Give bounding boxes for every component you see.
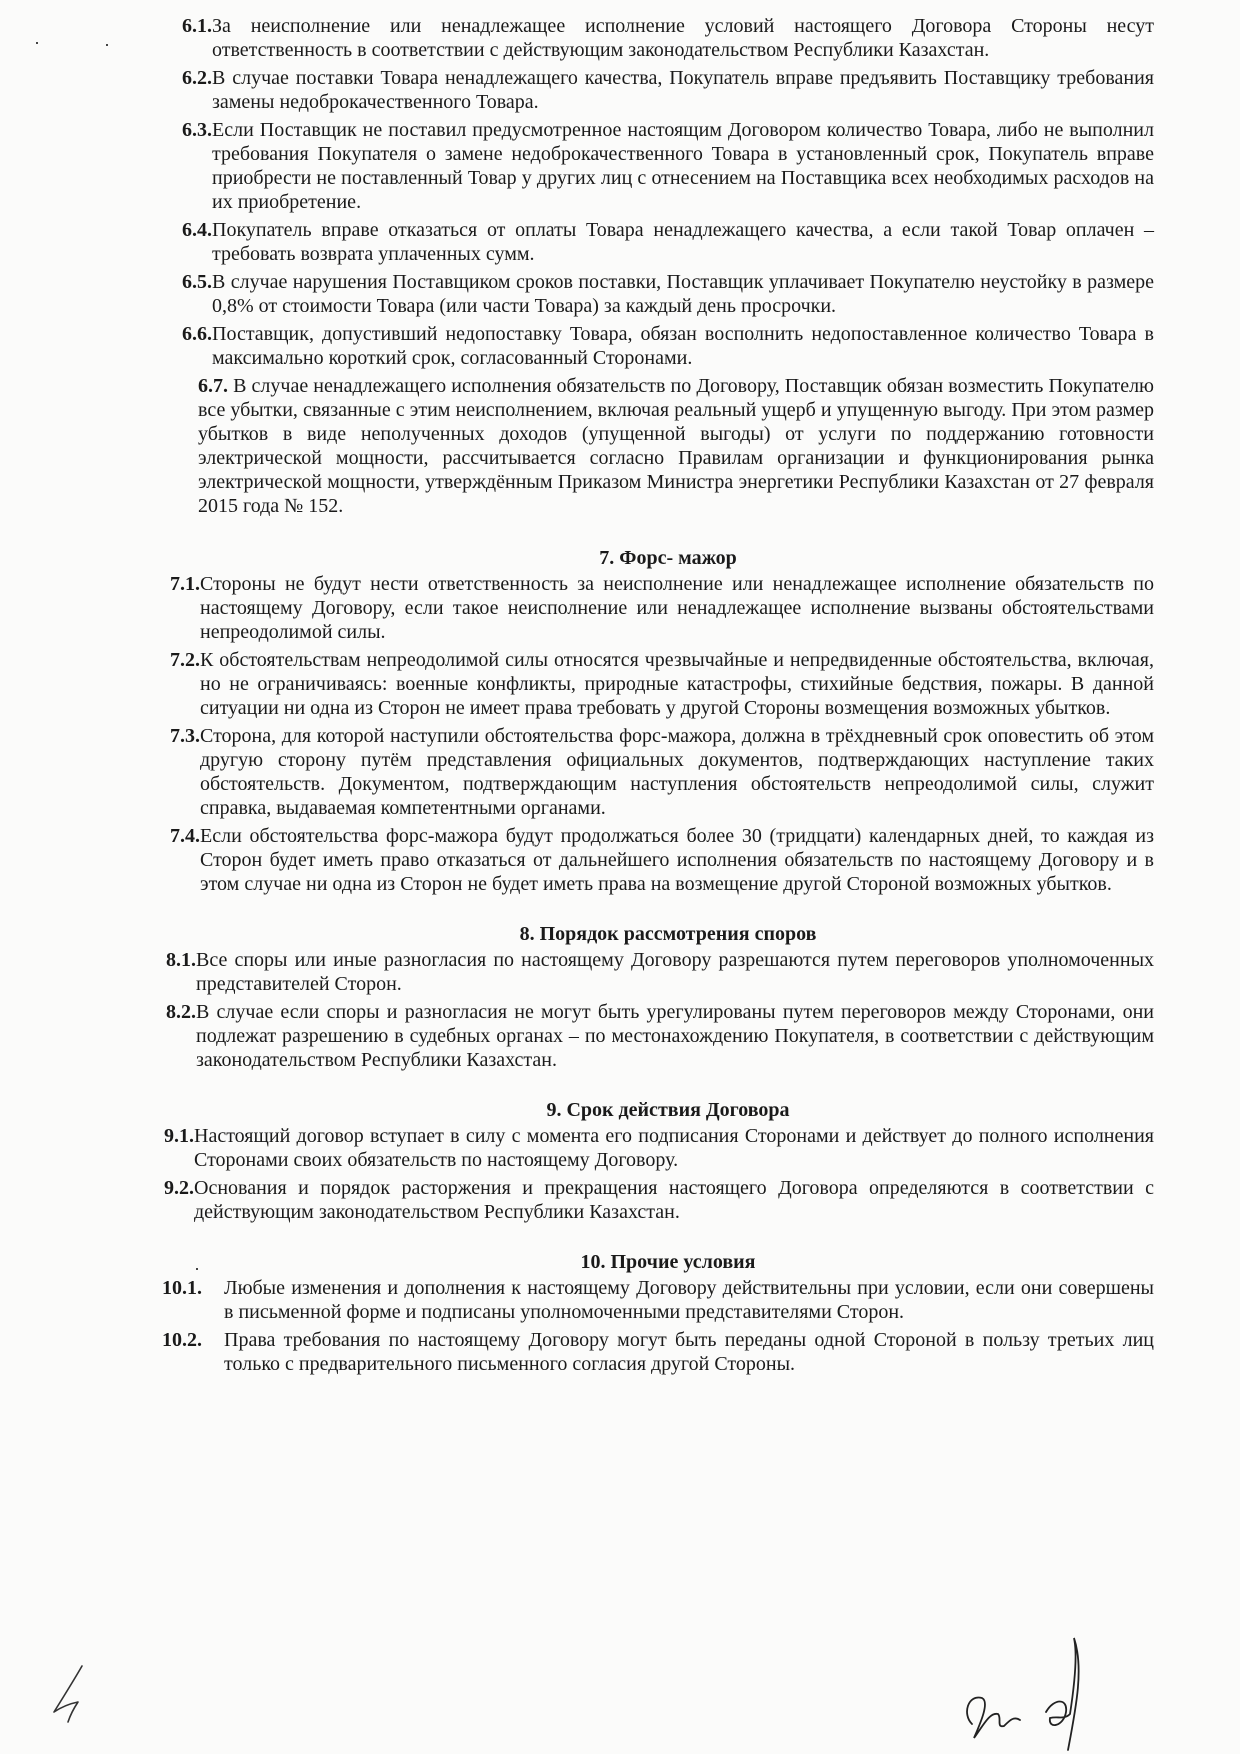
clause-number: 8.1. (166, 949, 196, 971)
clause-number: 9.2. (164, 1177, 194, 1199)
clause-number: 7.2. (170, 649, 200, 671)
scan-speck (106, 44, 108, 46)
clause-text: В случае если споры и разногласия не могут быть урегулированы путем переговоров между Сторонами, они подлежат разрешению в судебных органах – по местонахождению Покупателя, в соответствии с действующим законодательством Республики Казахстан. (196, 1001, 1154, 1071)
section-heading-10: 10. Прочие условия (580, 1251, 756, 1273)
clause-text: Сторона, для которой наступили обстоятельства форс-мажора, должна в трёхдневный срок оповестить об этом другую сторону путём представления официальных документов, подтверждающих наступление таких обстоятельств. Документом, подтверждающим наступления обстоятельств непреодолимой силы, служит справка, выдаваемая компетентными органами. (200, 725, 1154, 819)
clause-9-2 (164, 1176, 1154, 1224)
clause-number: 6.7. (198, 375, 228, 397)
clause-7-3 (170, 724, 1154, 820)
clause-number: 8.2. (166, 1001, 196, 1023)
clause-text: Настоящий договор вступает в силу с момента его подписания Сторонами и действует до полного исполнения Сторонами своих обязательств по настоящему Договору. (194, 1125, 1154, 1171)
clause-7-2 (170, 648, 1154, 720)
clause-6-4 (182, 218, 1154, 266)
clause-text: В случае поставки Товара ненадлежащего качества, Покупатель вправе предъявить Поставщику требования замены недоброкачественного Товара. (212, 67, 1154, 113)
handwritten-signature (950, 1628, 1150, 1754)
clause-6-1 (182, 14, 1154, 62)
clause-8-2 (166, 1000, 1154, 1072)
section-heading-7: 7. Форс- мажор (599, 547, 737, 569)
clause-number: 7.1. (170, 573, 200, 595)
clause-number: 6.6. (182, 323, 212, 345)
clause-number: 6.4. (182, 219, 212, 241)
section-9 (164, 1124, 1154, 1224)
clause-6-6 (182, 322, 1154, 370)
clause-text: Любые изменения и дополнения к настоящему Договору действительны при условии, если они совершены в письменной форме и подписаны уполномоченными представителями Сторон. (224, 1277, 1154, 1323)
clause-text: К обстоятельствам непреодолимой силы относятся чрезвычайные и непредвиденные обстоятельства, включая, но не ограничиваясь: военные конфликты, природные катастрофы, стихийные бедствия, пожары. В данной ситуации ни одна из Сторон не имеет права требовать у другой Стороны возмещения возможных убытков. (200, 649, 1154, 719)
clause-number: 6.2. (182, 67, 212, 89)
clause-text: Стороны не будут нести ответственность за неисполнение или ненадлежащее исполнение обязательств по настоящему Договору, если такое неисполнение или ненадлежащее исполнение вызваны обстоятельствами непреодолимой силы. (200, 573, 1154, 643)
clause-text: Поставщик, допустивший недопоставку Товара, обязан восполнить недопоставленное количество Товара в максимально короткий срок, согласованный Сторонами. (212, 323, 1154, 369)
clause-number: 7.3. (170, 725, 200, 747)
clause-text: Основания и порядок расторжения и прекращения настоящего Договора определяются в соответствии с действующим законодательством Республики Казахстан. (194, 1177, 1154, 1223)
clause-number: 6.1. (182, 15, 212, 37)
clause-number: 6.5. (182, 271, 212, 293)
section-10 (162, 1276, 1154, 1376)
clause-7-1 (170, 572, 1154, 644)
clause-text: Если обстоятельства форс-мажора будут продолжаться более 30 (тридцати) календарных дней, то каждая из Сторон будет иметь право отказаться от дальнейшего исполнения обязательств по настоящему Договору и в этом случае ни одна из Сторон не будет иметь права на возмещение другой Стороной возможных убытков. (200, 825, 1154, 895)
clause-10-1 (162, 1276, 1154, 1324)
clause-6-2 (182, 66, 1154, 114)
clause-6-5 (182, 270, 1154, 318)
clause-10-2 (162, 1328, 1154, 1376)
section-7 (170, 572, 1154, 896)
clause-number: 7.4. (170, 825, 200, 847)
clause-text: В случае нарушения Поставщиком сроков поставки, Поставщик уплачивает Покупателю неустойку в размере 0,8% от стоимости Товара (или части Товара) за каждый день просрочки. (212, 271, 1154, 317)
clause-text: Покупатель вправе отказаться от оплаты Товара ненадлежащего качества, а если такой Товар оплачен – требовать возврата уплаченных сумм. (212, 219, 1154, 265)
clause-text: За неисполнение или ненадлежащее исполнение условий настоящего Договора Стороны несут ответственность в соответствии с действующим законодательством Республики Казахстан. (212, 15, 1154, 61)
clause-number: 10.2. (162, 1329, 202, 1351)
left-initial-mark (34, 1658, 104, 1728)
section-8 (166, 948, 1154, 1072)
scan-speck (36, 42, 38, 44)
clause-6-7 (182, 374, 1154, 518)
section-heading-9: 9. Срок действия Договора (546, 1099, 790, 1121)
section-heading-8: 8. Порядок рассмотрения споров (519, 923, 817, 945)
clause-text: Все споры или иные разногласия по настоящему Договору разрешаются путем переговоров уполномоченных представителей Сторон. (196, 949, 1154, 995)
clause-text: Права требования по настоящему Договору могут быть переданы одной Стороной в пользу третьих лиц только с предварительного письменного согласия другой Стороны. (224, 1329, 1154, 1375)
clause-number: 6.3. (182, 119, 212, 141)
clause-9-1 (164, 1124, 1154, 1172)
clause-text: В случае ненадлежащего исполнения обязательств по Договору, Поставщик обязан возместить Покупателю все убытки, связанные с этим неисполнением, включая реальный ущерб и упущенную выгоду. При этом размер убытков в виде неполученных доходов (упущенной выгоды) от услуги по поддержанию готовности электрической мощности, рассчитывается согласно Правилам организации и функционирования рынка электрической мощности, утверждённым Приказом Министра энергетики Республики Казахстан от 27 февраля 2015 года № 152. (198, 375, 1154, 517)
clause-number: 10.1. (162, 1277, 202, 1299)
clause-number: 9.1. (164, 1125, 194, 1147)
clause-text: Если Поставщик не поставил предусмотренное настоящим Договором количество Товара, либо не выполнил требования Покупателя о замене недоброкачественного Товара в установленный срок, Покупатель вправе приобрести не поставленный Товар у других лиц с отнесением на Поставщика всех необходимых расходов на их приобретение. (212, 119, 1154, 213)
document-body (162, 14, 1154, 1376)
section-6 (182, 14, 1154, 518)
clause-7-4 (170, 824, 1154, 896)
clause-6-3 (182, 118, 1154, 214)
clause-8-1 (166, 948, 1154, 996)
